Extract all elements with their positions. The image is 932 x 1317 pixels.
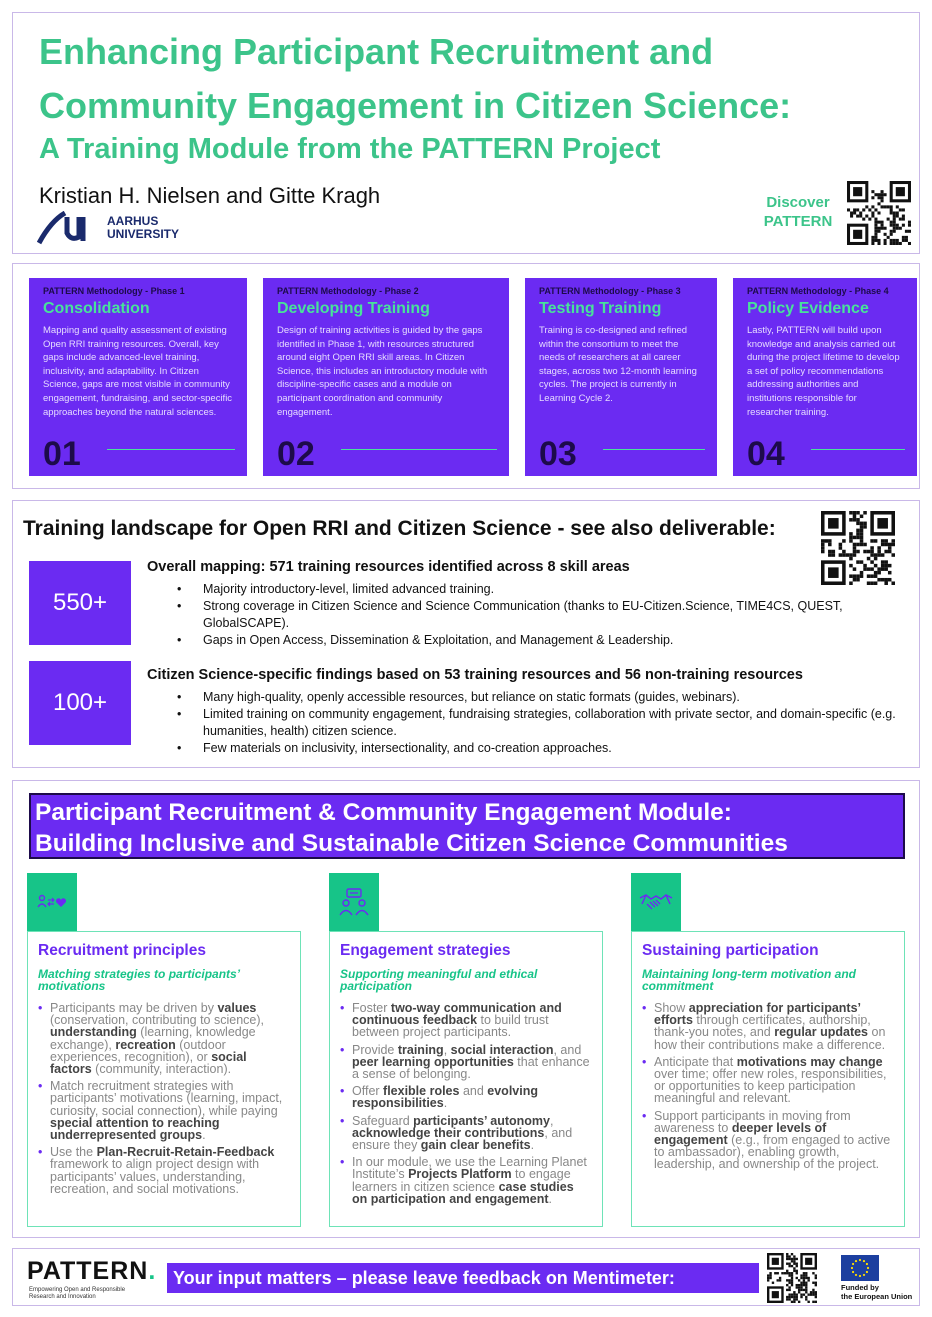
phase-title: Developing Training — [277, 300, 430, 317]
phase-card-1 — [29, 278, 247, 476]
engagement-icon — [329, 873, 379, 931]
list-item: • Foster two-way communication and continuous feedback to build trust between project participants. — [340, 1002, 592, 1039]
list-item: • Provide training, social interaction, and peer learning opportunities that enhance a sense of belonging. — [340, 1044, 592, 1081]
overall-mapping-findings — [147, 559, 907, 649]
module-panel — [12, 780, 920, 1238]
card-subtitle: Maintaining long-term motivation and commitment — [642, 967, 856, 993]
university-line-2: UNIVERSITY — [107, 227, 180, 241]
list-item: • Use the Plan-Recruit-Retain-Feedback framework to align project design with participants’ values, understanding, recreation, and social motivations. — [38, 1146, 290, 1195]
training-landscape-panel — [12, 500, 920, 768]
feedback-banner: Your input matters – please leave feedback on Mentimeter: — [167, 1263, 759, 1293]
sustaining-column — [631, 873, 905, 1227]
phase-title: Policy Evidence — [747, 300, 869, 317]
discover-line-1: Discover — [766, 194, 830, 211]
phase-label: PATTERN Methodology - Phase 1 — [43, 286, 185, 296]
landscape-title: Training landscape for Open RRI and Citizen Science - see also deliverable: — [23, 517, 776, 540]
qr-code-icon[interactable] — [847, 181, 911, 245]
card-title: Engagement strategies — [340, 942, 511, 959]
phase-number: 03 — [539, 435, 577, 473]
phase-card-4 — [733, 278, 917, 476]
module-banner — [29, 793, 905, 859]
discover-line-2: PATTERN — [763, 213, 833, 230]
divider — [811, 449, 905, 450]
list-item: • In our module, we use the Learning Planet Institute’s Projects Platform to engage learners in citizen science case studies on participation and engagement. — [340, 1156, 592, 1205]
discover-pattern-label — [753, 193, 843, 231]
sustaining-card — [631, 931, 905, 1227]
list-item: • Safeguard participants’ autonomy, acknowledge their contributions, and ensure they gain clear benefits. — [340, 1115, 592, 1152]
phase-text: Design of training activities is guided by the gaps identified in Phase 1, with resources structured around eight Open RRI skill areas. In Citizen Science, this includes an introductory module with discipline-specific cases and a module on participant coordination and community engagement. — [277, 325, 488, 418]
phase-label: PATTERN Methodology - Phase 4 — [747, 286, 889, 296]
list-item: • Strong coverage in Citizen Science and Science Communication (thanks to EU-Citizen.Science, TIME4CS, QUEST, GlobalSCAPE). — [177, 598, 907, 632]
header-panel — [12, 12, 920, 254]
phase-text: Lastly, PATTERN will build upon knowledge and analysis carried out during the project lifetime to develop a set of policy recommendations addressing authorities and institutions responsible for researcher training. — [747, 325, 900, 418]
stat-badge-550: 550+ — [29, 561, 131, 645]
list-item: • Limited training on community engagement, fundraising strategies, collaboration with private sector, and domain-specific (e.g. humanities, health) citizen science. — [177, 706, 907, 740]
title-line-1: Enhancing Participant Recruitment and — [39, 31, 714, 72]
list-item: • Gaps in Open Access, Dissemination & Exploitation, and Management & Leadership. — [177, 632, 907, 649]
recruitment-column — [27, 873, 301, 1227]
list-item: • Many high-quality, openly accessible resources, but reliance on static formats (guides, webinars). — [177, 689, 907, 706]
engagement-column — [329, 873, 603, 1227]
handshake-icon — [631, 873, 681, 931]
phase-label: PATTERN Methodology - Phase 2 — [277, 286, 419, 296]
list-item: • Match recruitment strategies with participants’ motivations (learning, impact, curiosity, social connection), while paying special attention to reaching underrepresented groups. — [38, 1080, 290, 1141]
title-line-3: A Training Module from the PATTERN Project — [39, 133, 661, 165]
list-item: • Majority introductory-level, limited advanced training. — [177, 581, 907, 598]
list-item: • Support participants in moving from awareness to deeper levels of engagement (e.g., from engaged to active to ambassador), enabling growth, leadership, and ownership of the project. — [642, 1110, 894, 1171]
eu-line-2: the European Union — [841, 1292, 913, 1301]
eu-flag-icon — [841, 1255, 879, 1281]
pattern-logo: PATTERN. — [27, 1257, 157, 1285]
findings-heading: Citizen Science-specific findings based on 53 training resources and 56 non-training resources — [147, 667, 803, 683]
list-item: • Show appreciation for participants’ efforts through certificates, authorship, thank-you notes, and regular updates on how their contributions make a difference. — [642, 1002, 894, 1051]
pattern-tagline: Empowering Open and Responsible Research and Innovation — [29, 1287, 126, 1300]
phase-text: Training is co-designed and refined within the consortium to meet the needs of researchers at all career stages, across two 12-month learning cycles. The project is currently in Learning Cycle 2. — [539, 325, 697, 404]
phase-text: Mapping and quality assessment of existing Open RRI training resources. Overall, key gaps include advanced-level training, inclusivity, and adaptability. In Citizen Science, gaps are most visible in community engagement, fundraising, and sector-specific approaches beyond the natural sciences. — [43, 325, 233, 418]
divider — [603, 449, 705, 450]
recruitment-icon — [27, 873, 77, 931]
footer-panel — [12, 1248, 920, 1306]
divider — [341, 449, 497, 450]
phase-number: 02 — [277, 435, 315, 473]
phase-card-2 — [263, 278, 509, 476]
eu-line-1: Funded by — [841, 1283, 879, 1292]
card-subtitle: Supporting meaningful and ethical participation — [340, 967, 538, 993]
title-line-2: Community Engagement in Citizen Science: — [39, 85, 792, 126]
qr-code-icon[interactable] — [767, 1253, 817, 1303]
divider — [107, 449, 235, 450]
phase-label: PATTERN Methodology - Phase 3 — [539, 286, 681, 296]
aarhus-university-logo — [37, 211, 187, 245]
card-title: Recruitment principles — [38, 942, 206, 959]
phase-number: 01 — [43, 435, 81, 473]
card-title: Sustaining participation — [642, 942, 819, 959]
banner-line-1: Participant Recruitment & Community Engagement Module: — [35, 799, 732, 826]
findings-heading: Overall mapping: 571 training resources identified across 8 skill areas — [147, 559, 630, 575]
list-item: • Participants may be driven by values (conservation, contributing to science), understanding (learning, knowledge exchange), recreation (outdoor experiences, recognition), or social factors (community, interaction). — [38, 1002, 290, 1075]
phase-title: Consolidation — [43, 300, 150, 317]
card-subtitle: Matching strategies to participants’ motivations — [38, 967, 240, 993]
phase-number: 04 — [747, 435, 785, 473]
phase-card-3 — [525, 278, 717, 476]
au-logo-icon — [37, 211, 101, 245]
recruitment-card — [27, 931, 301, 1227]
authors: Kristian H. Nielsen and Gitte Kragh — [39, 183, 381, 208]
list-item: • Anticipate that motivations may change over time; offer new roles, responsibilities, or opportunities to keep participation meaningful and relevant. — [642, 1056, 894, 1105]
methodology-phases-panel — [12, 263, 920, 489]
university-line-1: AARHUS — [107, 214, 159, 228]
banner-line-2: Building Inclusive and Sustainable Citizen Science Communities — [35, 830, 788, 857]
list-item: • Offer flexible roles and evolving responsibilities. — [340, 1085, 592, 1109]
engagement-card — [329, 931, 603, 1227]
list-item: • Few materials on inclusivity, intersectionality, and co-creation approaches. — [177, 740, 907, 757]
phase-title: Testing Training — [539, 300, 662, 317]
stat-badge-100: 100+ — [29, 661, 131, 745]
citizen-science-findings — [147, 667, 907, 757]
eu-funding-label — [841, 1283, 921, 1301]
